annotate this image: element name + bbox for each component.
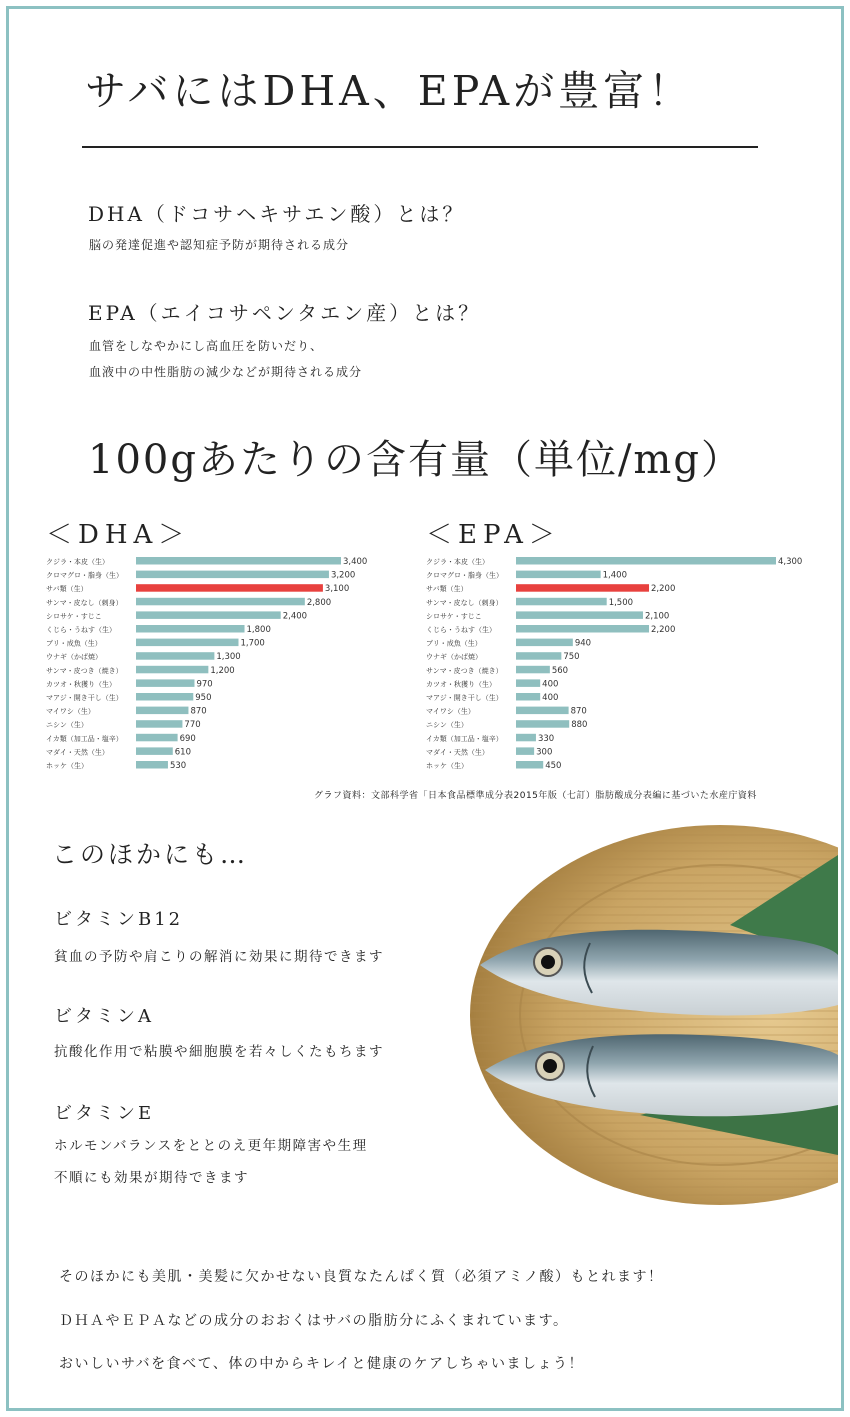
epa-value-label: 2,100 — [644, 611, 670, 622]
epa-category-label: シロサケ・すじこ — [426, 612, 482, 621]
dha-bar — [136, 720, 182, 728]
epa-bar — [516, 693, 540, 701]
epa-bar — [516, 652, 561, 660]
epa-description-line2: 血液中の中性脂肪の減少などが期待される成分 — [89, 365, 363, 379]
dha-category-label: ホッケ（生） — [46, 762, 88, 770]
vitamin-e-description-line2: 不順にも効果が期待できます — [54, 1170, 249, 1186]
epa-value-label: 2,200 — [651, 584, 676, 595]
epa-category-label: マアジ・開き干し（生） — [426, 694, 503, 702]
epa-category-label: マダイ・天然（生） — [426, 748, 489, 757]
dha-category-label: サバ類（生） — [46, 585, 88, 594]
dha-bar — [136, 652, 214, 660]
dha-value-label: 1,300 — [216, 652, 241, 663]
epa-category-label: ホッケ（生） — [426, 762, 468, 770]
epa-value-label: 450 — [545, 761, 562, 771]
dha-value-label: 1,700 — [240, 638, 265, 649]
dha-value-label: 2,800 — [306, 597, 332, 608]
epa-bar-chart — [420, 552, 830, 777]
dha-bar — [136, 707, 188, 715]
epa-bar — [516, 639, 573, 647]
dha-bar-chart — [40, 552, 420, 777]
epa-value-label: 870 — [570, 706, 587, 717]
epa-category-label: サンマ・皮なし（刺身） — [426, 598, 503, 607]
epa-category-label: イカ類（加工品・塩辛） — [426, 734, 503, 743]
dha-bar — [136, 761, 168, 769]
epa-category-label: サンマ・皮つき（焼き） — [426, 666, 503, 675]
vitamin-a-description: 抗酸化作用で粘膜や細胞膜を若々しくたもちます — [54, 1044, 384, 1060]
epa-bar — [516, 679, 540, 687]
dha-heading: DHA（ドコサヘキサエン酸）とは？ — [88, 202, 466, 226]
epa-category-label: くじら・うねす（生） — [426, 626, 496, 634]
epa-value-label: 400 — [542, 693, 559, 703]
dha-category-label: マアジ・開き干し（生） — [46, 694, 123, 702]
epa-bar — [516, 761, 543, 769]
dha-category-label: マイワシ（生） — [46, 707, 95, 716]
epa-heading: EPA（エイコサペンタエン産）とは？ — [88, 301, 482, 325]
epa-category-label: ニシン（生） — [426, 721, 468, 730]
dha-value-label: 770 — [184, 720, 201, 731]
dha-bar — [136, 639, 239, 647]
epa-bar — [516, 598, 607, 606]
dha-bar — [136, 571, 329, 579]
epa-chart-title: ＜EPA＞ — [426, 520, 561, 550]
title-divider — [82, 146, 758, 148]
epa-category-label: ブリ・成魚（生） — [426, 639, 482, 648]
dha-bar — [136, 734, 178, 742]
dha-value-label: 690 — [179, 733, 196, 744]
dha-bar — [136, 584, 323, 592]
epa-bar — [516, 557, 776, 565]
dha-value-label: 950 — [195, 693, 212, 703]
other-nutrients-heading: このほかにも… — [52, 840, 249, 869]
dha-category-label: サンマ・皮なし（刺身） — [46, 598, 123, 607]
closing-line-3: おいしいサバを食べて、体の中からキレイと健康のケアしちゃいましょう！ — [59, 1356, 585, 1372]
vitamin-b12-name: ビタミンB12 — [54, 909, 184, 930]
vitamin-a-name: ビタミンA — [54, 1006, 154, 1027]
epa-value-label: 940 — [574, 638, 592, 649]
dha-category-label: くじら・うねす（生） — [46, 626, 116, 634]
epa-category-label: マイワシ（生） — [426, 707, 475, 716]
epa-bar — [516, 707, 569, 715]
dha-bar — [136, 611, 281, 619]
epa-bar — [516, 584, 649, 592]
dha-category-label: ウナギ（かば焼） — [46, 653, 102, 662]
vitamin-e-description-line1: ホルモンバランスをととのえ更年期障害や生理 — [54, 1138, 368, 1154]
epa-bar — [516, 611, 643, 619]
epa-category-label: クジラ・本皮（生） — [426, 558, 489, 566]
epa-value-label: 400 — [542, 679, 559, 690]
epa-category-label: クロマグロ・脂身（生） — [426, 571, 503, 580]
epa-category-label: カツオ・秋獲り（生） — [426, 680, 496, 689]
dha-category-label: クジラ・本皮（生） — [46, 558, 109, 566]
vitamin-e-name: ビタミンE — [54, 1103, 155, 1124]
dha-value-label: 610 — [174, 747, 192, 758]
epa-bar — [516, 666, 550, 674]
dha-bar — [136, 598, 305, 606]
dha-bar — [136, 625, 245, 633]
chart-source: グラフ資料：文部科学省「日本食品標準成分表2015年版（七訂）脂肪酸成分表編に基づいた水産庁資料 — [314, 791, 757, 801]
dha-bar — [136, 747, 173, 755]
epa-value-label: 1,400 — [602, 570, 627, 581]
dha-category-label: ブリ・成魚（生） — [46, 639, 102, 648]
epa-value-label: 300 — [536, 747, 553, 758]
epa-bar — [516, 734, 536, 742]
dha-category-label: シロサケ・すじこ — [46, 612, 102, 621]
epa-value-label: 2,200 — [651, 625, 676, 635]
mackerel-basket-image — [470, 815, 838, 1215]
page-title: サバにはDHA、EPAが豊富！ — [85, 67, 694, 115]
epa-value-label: 560 — [551, 665, 569, 676]
dha-chart-title: ＜DHA＞ — [46, 520, 191, 550]
epa-value-label: 4,300 — [778, 557, 803, 567]
dha-bar — [136, 557, 341, 565]
dha-value-label: 3,400 — [343, 557, 368, 567]
dha-bar — [136, 679, 194, 687]
dha-category-label: サンマ・皮つき（焼き） — [46, 666, 123, 675]
dha-category-label: マダイ・天然（生） — [46, 748, 109, 757]
dha-value-label: 3,100 — [324, 584, 350, 595]
epa-description-line1: 血管をしなやかにし高血圧を防いだり、 — [89, 339, 324, 353]
closing-line-1: そのほかにも美肌・美髪に欠かせない良質なたんぱく質（必須アミノ酸）もとれます！ — [59, 1269, 664, 1285]
dha-category-label: クロマグロ・脂身（生） — [46, 571, 123, 580]
epa-value-label: 750 — [563, 652, 580, 663]
dha-value-label: 1,200 — [210, 665, 235, 676]
dha-value-label: 2,400 — [282, 611, 308, 622]
epa-bar — [516, 720, 569, 728]
dha-bar — [136, 693, 193, 701]
epa-value-label: 330 — [537, 733, 555, 744]
epa-value-label: 880 — [571, 720, 588, 731]
epa-bar — [516, 571, 601, 579]
dha-category-label: カツオ・秋獲り（生） — [46, 680, 116, 689]
epa-category-label: ウナギ（かば焼） — [426, 653, 482, 662]
dha-category-label: ニシン（生） — [46, 721, 88, 730]
dha-category-label: イカ類（加工品・塩辛） — [46, 734, 123, 743]
epa-value-label: 1,500 — [608, 597, 634, 608]
dha-value-label: 3,200 — [330, 570, 356, 581]
dha-value-label: 1,800 — [246, 625, 271, 635]
amount-heading: 100gあたりの含有量（単位/mg） — [88, 437, 743, 483]
vitamin-b12-description: 貧血の予防や肩こりの解消に効果に期待できます — [54, 949, 384, 965]
epa-bar — [516, 625, 649, 633]
epa-bar — [516, 747, 534, 755]
dha-bar — [136, 666, 208, 674]
dha-value-label: 970 — [196, 679, 213, 690]
dha-description: 脳の発達促進や認知症予防が期待される成分 — [89, 238, 350, 252]
epa-category-label: サバ類（生） — [426, 585, 468, 594]
closing-line-2: ＤＨＡやＥＰＡなどの成分のおおくはサバの脂肪分にふくまれています。 — [59, 1313, 569, 1329]
dha-value-label: 530 — [169, 761, 187, 771]
dha-value-label: 870 — [190, 706, 207, 717]
